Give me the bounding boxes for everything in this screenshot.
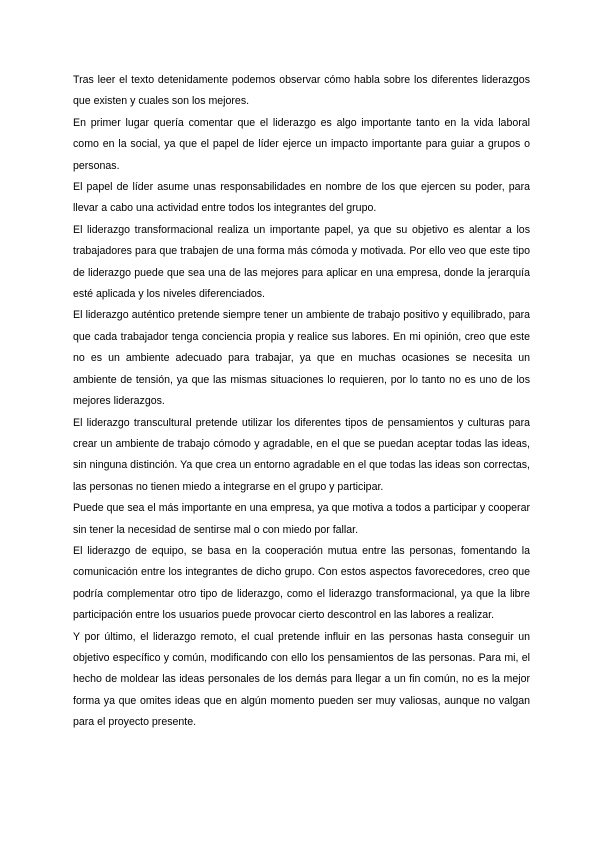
paragraph-authentic: El liderazgo auténtico pretende siempre tener un ambiente de trabajo positivo y equilibrado, para que cada trabajador tenga conciencia propia y realice sus labores. En mi opinión, creo que este no es un ambiente adecuado para trabajar, ya que en muchas ocasiones se necesita un ambiente de tensión, ya que las mismas situaciones lo requieren, por lo tanto no es uno de los mejores liderazgos. xyxy=(73,309,530,408)
document-body xyxy=(73,70,530,734)
paragraph-remote: Y por último, el liderazgo remoto, el cual pretende influir en las personas hasta conseguir un objetivo específico y común, modificando con ello los pensamientos de las personas. Para mi, el hecho de moldear las ideas personales de los demás para llegar a un fin común, no es la mejor forma ya que omites ideas que en algún momento pueden ser muy valiosas, aunque no valgan para el proyecto presente. xyxy=(73,630,530,729)
paragraph-most-important: Puede que sea el más importante en una empresa, ya que motiva a todos a participar y cooperar sin tener la necesidad de sentirse mal o con miedo por fallar. xyxy=(73,502,530,536)
paragraph-leadership-importance: En primer lugar quería comentar que el liderazgo es algo importante tanto en la vida laboral como en la social, ya que el papel de líder ejerce un impacto importante para guiar a grupos o personas. xyxy=(73,116,530,172)
paragraph-transformational: El liderazgo transformacional realiza un importante papel, ya que su objetivo es alentar a los trabajadores para que trabajen de una forma más cómoda y motivada. Por ello veo que este tipo de liderazgo puede que sea una de las mejores para aplicar en una empresa, donde la jerarquía esté aplicada y los niveles diferenciados. xyxy=(73,223,530,301)
paragraph-team: El liderazgo de equipo, se basa en la cooperación mutua entre las personas, fomentando la comunicación entre los integrantes de dicho grupo. Con estos aspectos favorecedores, creo que podría complementar otro tipo de liderazgo, como el liderazgo transformacional, ya que la libre participación entre los usuarios puede provocar cierto descontrol en las labores a realizar. xyxy=(73,544,530,622)
paragraph-intro: Tras leer el texto detenidamente podemos observar cómo habla sobre los diferentes liderazgos que existen y cuales son los mejores. xyxy=(73,74,530,108)
paragraph-leader-role: El papel de líder asume unas responsabilidades en nombre de los que ejercen su poder, para llevar a cabo una actividad entre todos los integrantes del grupo. xyxy=(73,181,530,215)
paragraph-transcultural: El liderazgo transcultural pretende utilizar los diferentes tipos de pensamientos y culturas para crear un ambiente de trabajo cómodo y agradable, en el que se puedan aceptar todas las ideas, sin ninguna distinción. Ya que crea un entorno agradable en el que todas las ideas son correctas, las personas no tienen miedo a integrarse en el grupo y participar. xyxy=(73,416,530,493)
